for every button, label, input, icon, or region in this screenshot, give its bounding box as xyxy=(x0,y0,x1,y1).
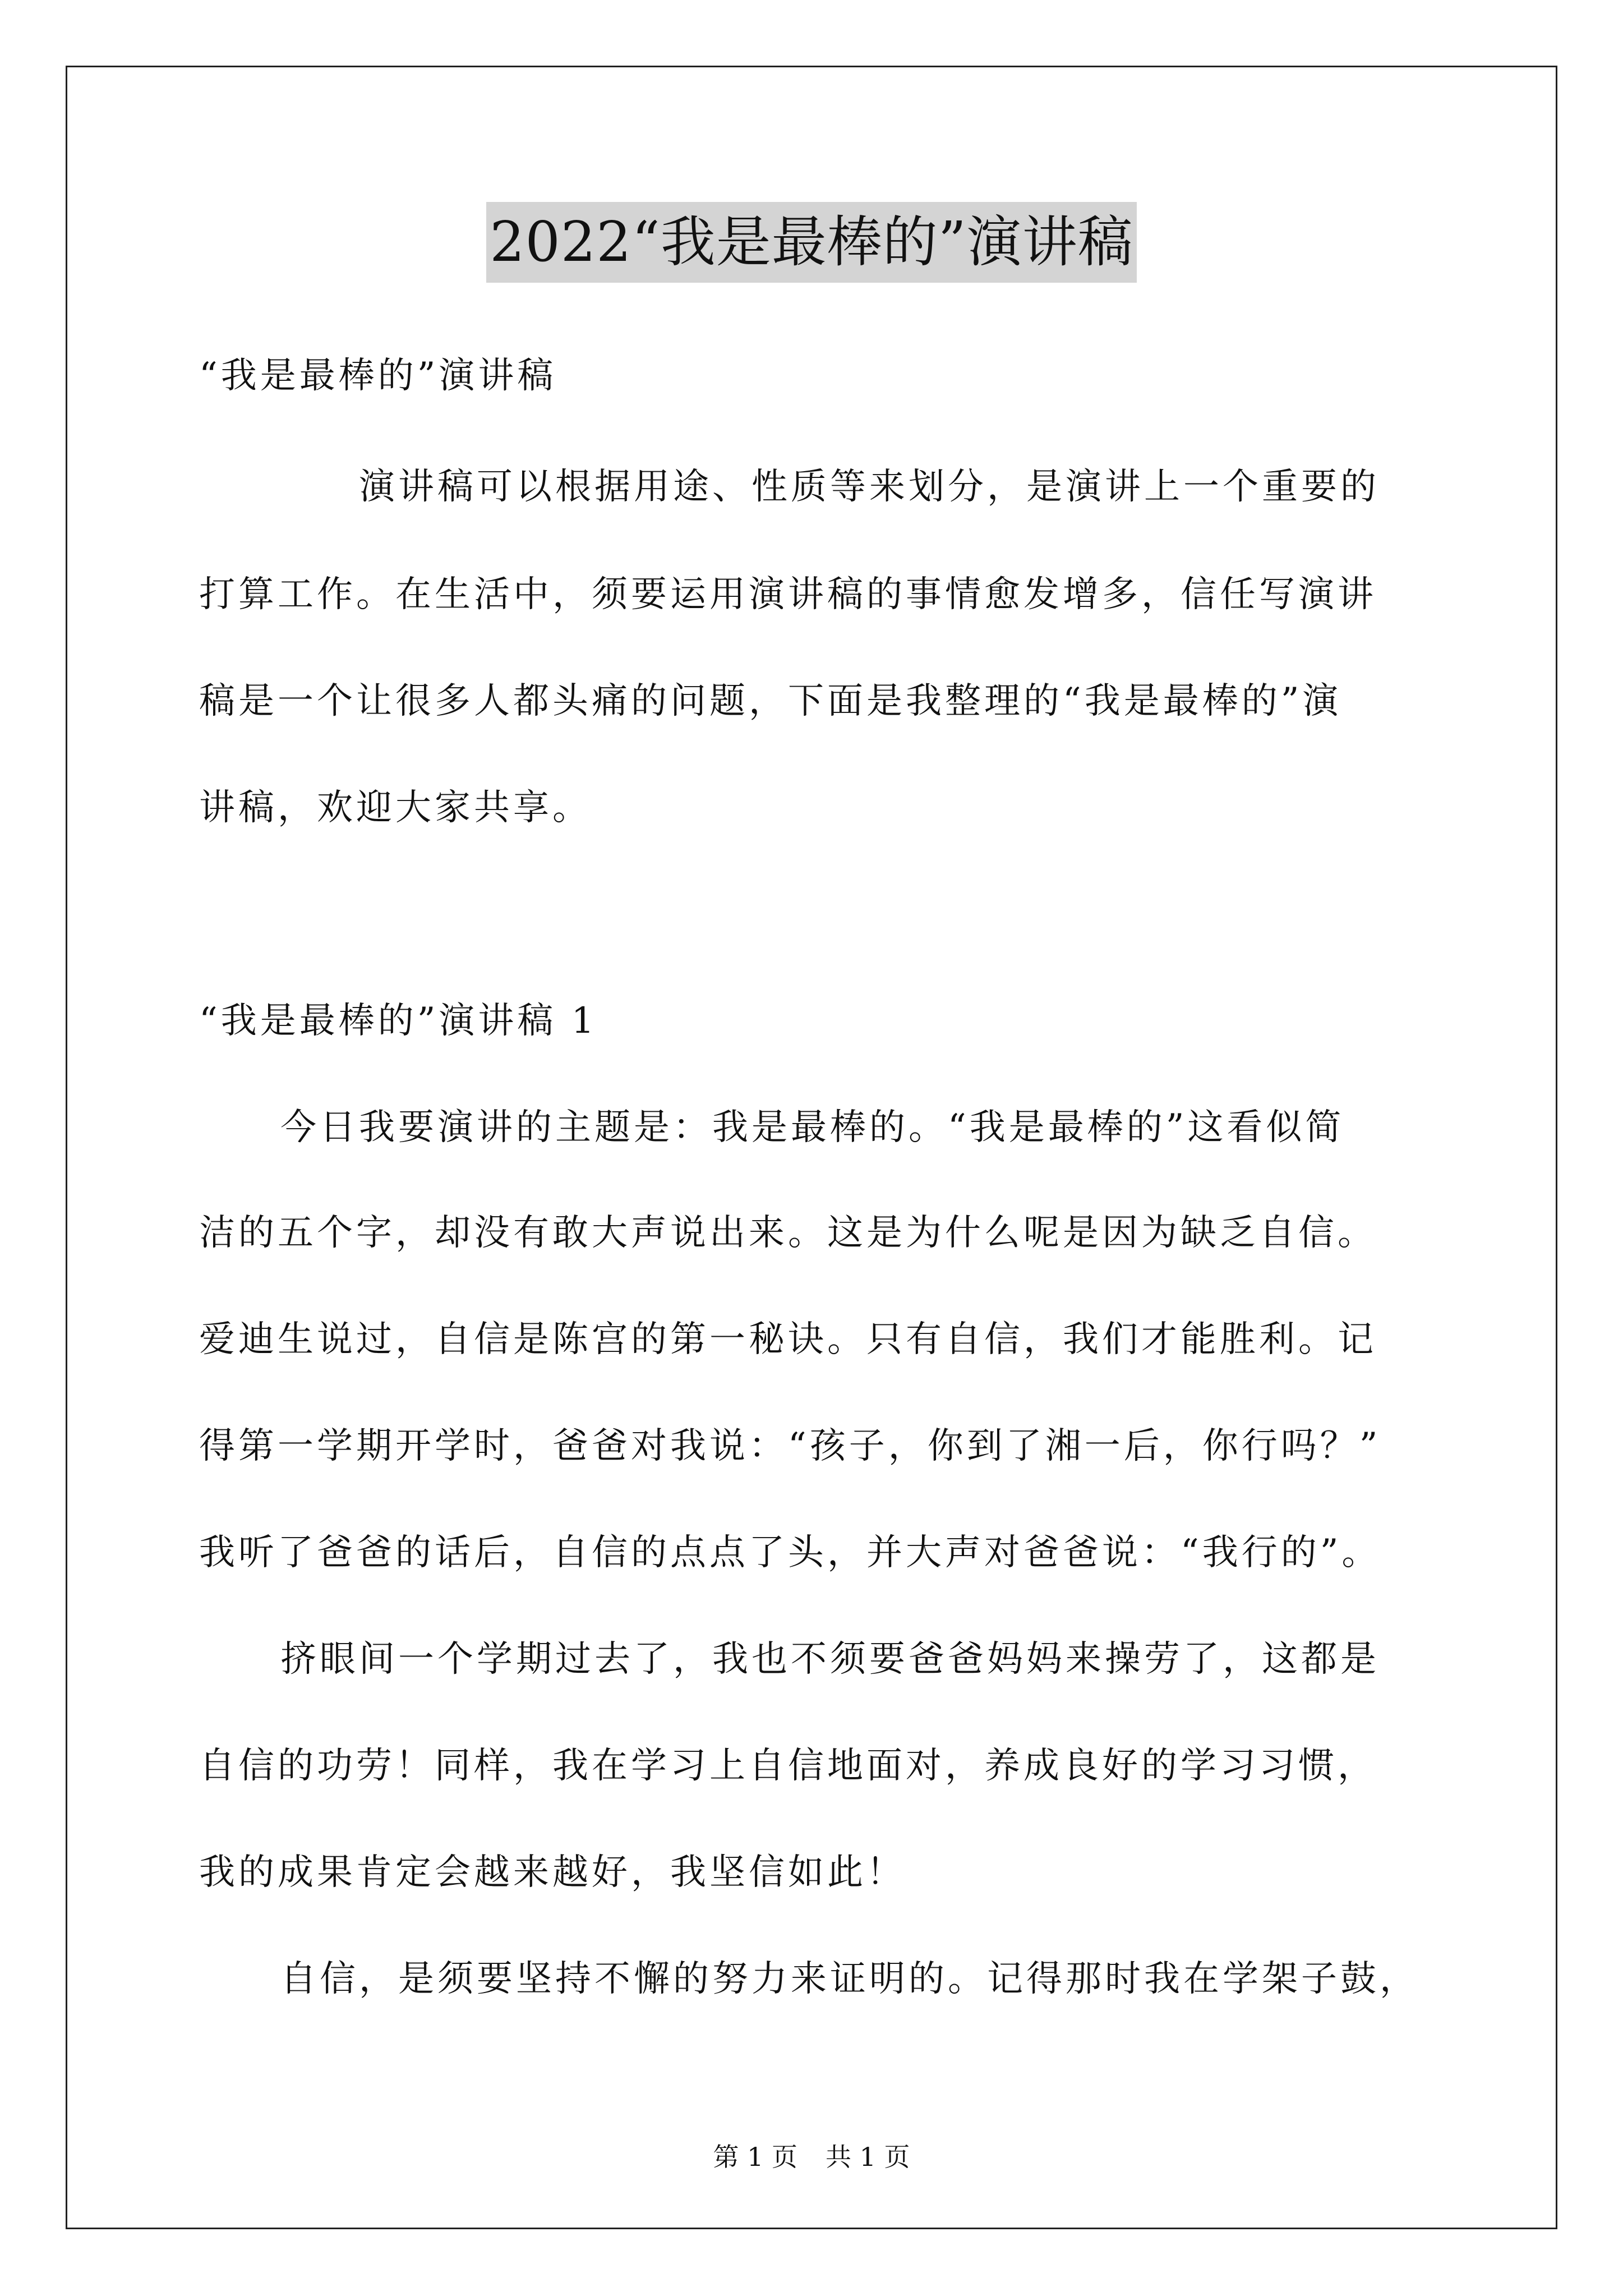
intro-line: 稿是一个让很多人都头痛的问题，下面是我整理的“我是最棒的”演 xyxy=(199,680,1342,722)
title-container xyxy=(0,202,1623,283)
body-line: 得第一学期开学时，爸爸对我说：“孩子，你到了湘一后，你行吗？” xyxy=(199,1425,1381,1467)
body-line: 爱迪生说过，自信是陈宫的第一秘诀。只有自信，我们才能胜利。记 xyxy=(199,1319,1377,1360)
page-total: 共 1 页 xyxy=(826,2142,910,2172)
body-line: 洁的五个字，却没有敢大声说出来。这是为什么呢是因为缺乏自信。 xyxy=(199,1212,1377,1254)
document-title: 2022“我是最棒的”演讲稿 xyxy=(486,202,1137,283)
intro-line: 打算工作。在生活中，须要运用演讲稿的事情愈发增多，信任写演讲 xyxy=(199,574,1377,615)
page-number: 第 1 页 xyxy=(713,2142,797,2172)
body-line: 今日我要演讲的主题是：我是最棒的。“我是最棒的”这看似简 xyxy=(280,1107,1345,1148)
page-footer xyxy=(0,2140,1623,2174)
body-line: 自信，是须要坚持不懈的努力来证明的。记得那时我在学架子鼓， xyxy=(280,1958,1419,2000)
body-line: 挤眼间一个学期过去了，我也不须要爸爸妈妈来操劳了，这都是 xyxy=(280,1639,1380,1680)
section-heading: “我是最棒的”演讲稿 1 xyxy=(199,1000,598,1042)
intro-line: 讲稿，欢迎大家共享。 xyxy=(199,787,592,829)
body-line: 自信的功劳！同样，我在学习上自信地面对，养成良好的学习习惯， xyxy=(199,1745,1377,1787)
body-line: 我的成果肯定会越来越好，我坚信如此！ xyxy=(199,1852,906,1893)
body-line: 我听了爸爸的话后，自信的点点了头，并大声对爸爸说：“我行的”。 xyxy=(199,1532,1381,1573)
intro-line: 演讲稿可以根据用途、性质等来划分，是演讲上一个重要的 xyxy=(359,466,1380,508)
document-subtitle: “我是最棒的”演讲稿 xyxy=(199,355,557,397)
